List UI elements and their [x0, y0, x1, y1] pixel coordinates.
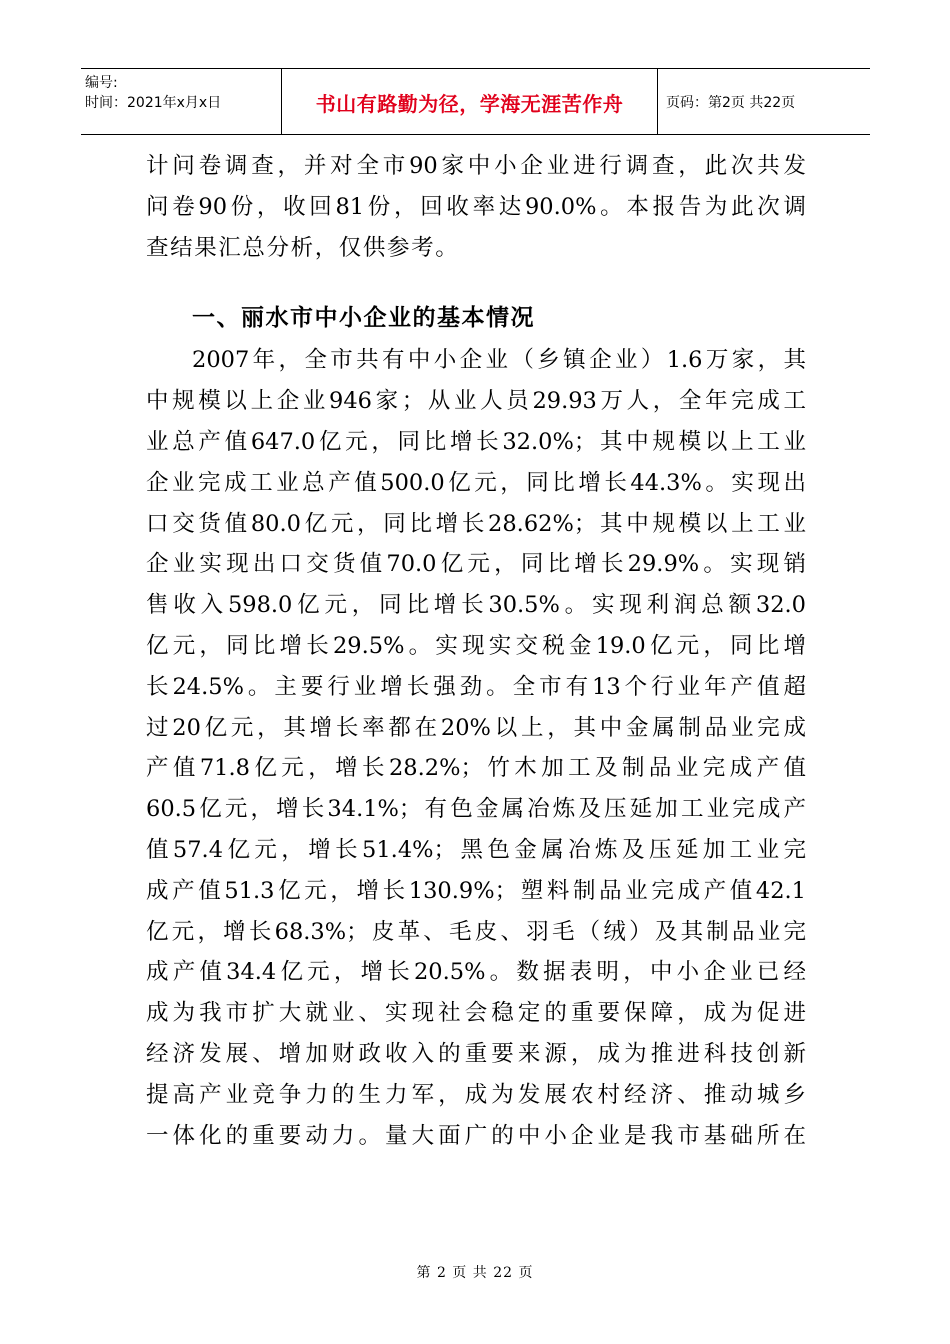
paragraph-line: 提高产业竞争力的生力军，成为发展农村经济、推动城乡 [146, 1081, 806, 1108]
header-meta [81, 69, 282, 134]
paragraph-line: 售收入598.0亿元，同比增长30.5%。实现利润总额32.0 [146, 592, 806, 619]
paragraph-line: 2007年，全市共有中小企业（乡镇企业）1.6万家，其 [192, 347, 806, 374]
section-heading: 一、丽水市中小企业的基本情况 [192, 305, 535, 332]
paragraph-line: 业总产值647.0亿元，同比增长32.0%；其中规模以上工业 [146, 428, 806, 455]
paragraph-line: 问卷90份，收回81份，回收率达90.0%。本报告为此次调 [146, 193, 806, 220]
paragraph-line: 亿元，同比增长29.5%。实现实交税金19.0亿元，同比增 [146, 632, 806, 659]
paragraph-line: 查结果汇总分析，仅供参考。 [146, 234, 460, 261]
paragraph-line: 经济发展、增加财政收入的重要来源，成为推进科技创新 [146, 1040, 806, 1067]
paragraph-line: 一体化的重要动力。量大面广的中小企业是我市基础所在 [146, 1122, 806, 1149]
paragraph-line: 成为我市扩大就业、实现社会稳定的重要保障，成为促进 [146, 1000, 806, 1027]
document-date: 时间：2021年x月x日 [85, 95, 222, 111]
document-number-label: 编号: [85, 75, 118, 91]
paragraph-line: 企业实现出口交货值70.0亿元，同比增长29.9%。实现销 [146, 551, 806, 578]
paragraph-line: 计问卷调查，并对全市90家中小企业进行调查，此次共发 [146, 153, 806, 179]
paragraph-line: 值57.4亿元，增长51.4%；黑色金属冶炼及压延加工业完 [146, 836, 806, 863]
paragraph-line: 长24.5%。主要行业增长强劲。全市有13个行业年产值超 [146, 673, 806, 700]
header-page-info: 页码：第2页 共22页 [666, 94, 796, 111]
paragraph-line: 成产值34.4亿元，增长20.5%。数据表明，中小企业已经 [146, 959, 806, 986]
paragraph-line: 过20亿元，其增长率都在20%以上，其中金属制品业完成 [146, 714, 806, 741]
main-paragraph [146, 340, 806, 1156]
intro-paragraph [146, 146, 806, 268]
paragraph-line: 亿元，增长68.3%；皮革、毛皮、羽毛（绒）及其制品业完 [146, 918, 806, 945]
paragraph-line: 中规模以上企业946家；从业人员29.93万人，全年完成工 [146, 388, 806, 415]
paragraph-line: 企业完成工业总产值500.0亿元，同比增长44.3%。实现出 [146, 469, 806, 496]
header-motto: 书山有路勤为径，学海无涯苦作舟 [282, 69, 658, 134]
page-footer: 第 2 页 共 22 页 [416, 1265, 534, 1281]
paragraph-line: 口交货值80.0亿元，同比增长28.62%；其中规模以上工业 [146, 510, 806, 537]
document-body [146, 146, 806, 1156]
paragraph-line: 60.5亿元，增长34.1%；有色金属冶炼及压延加工业完成产 [146, 796, 806, 823]
paragraph-line: 成产值51.3亿元，增长130.9%；塑料制品业完成产值42.1 [146, 877, 806, 904]
page-header [81, 68, 870, 135]
paragraph-line: 产值71.8亿元，增长28.2%；竹木加工及制品业完成产值 [146, 755, 806, 782]
